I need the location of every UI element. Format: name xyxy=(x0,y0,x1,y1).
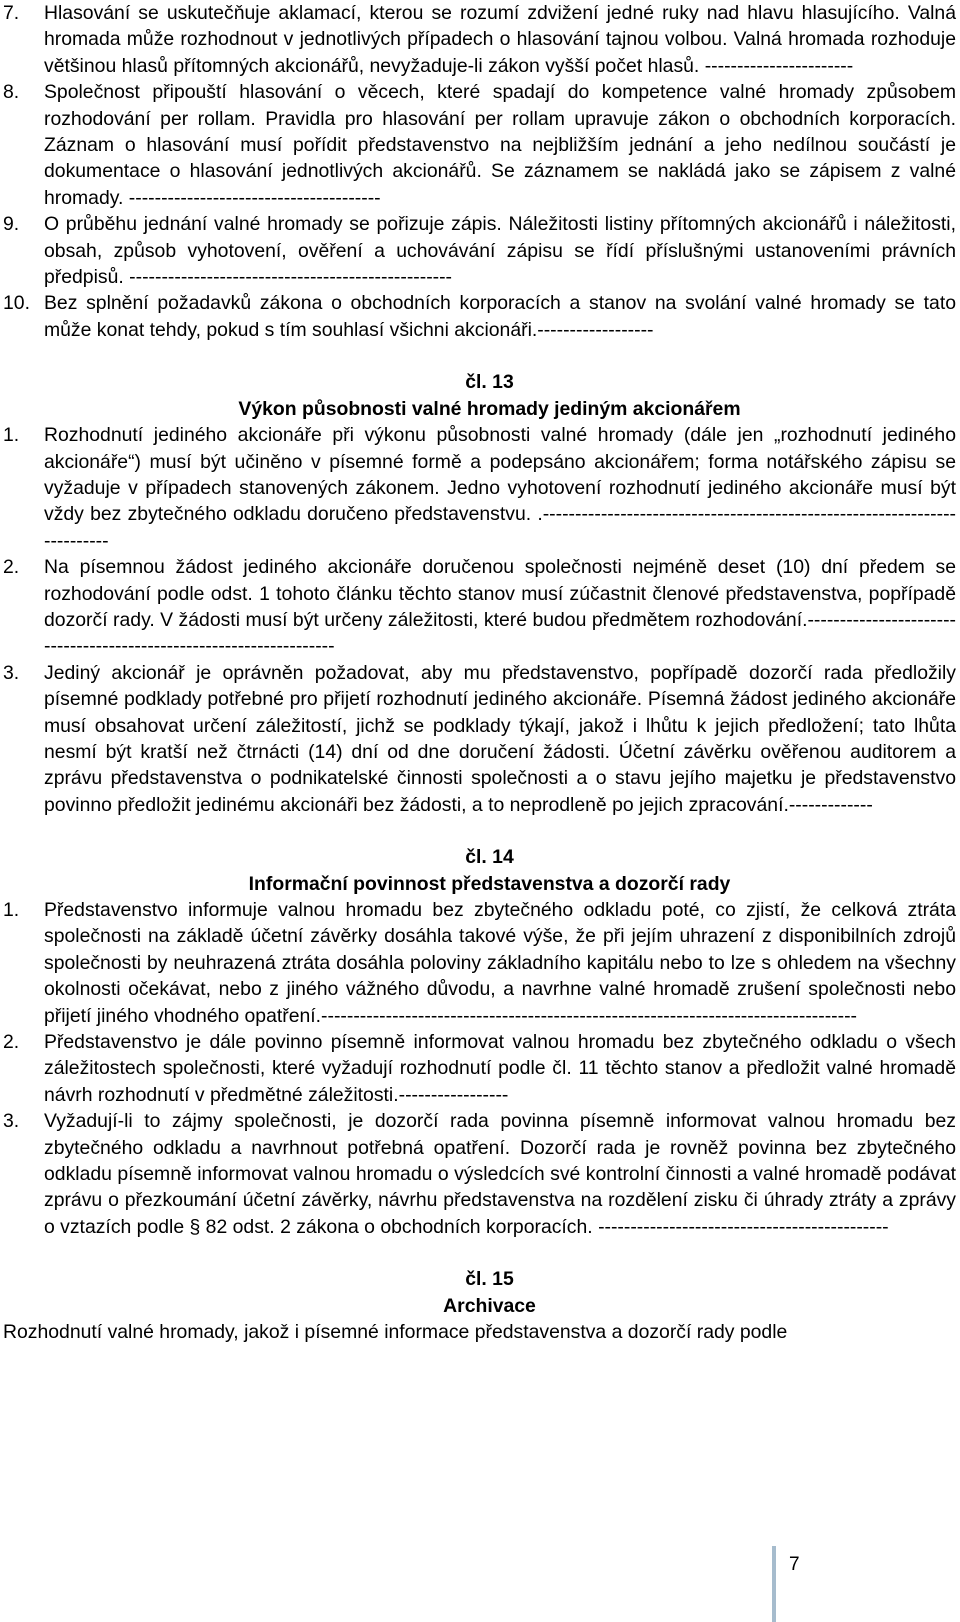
numbered-paragraph xyxy=(3,897,956,1029)
numbered-paragraph xyxy=(3,554,956,660)
paragraph-text: O průběhu jednání valné hromady se pořizuje zápis. Náležitosti listiny přítomných akcionářů i náležitosti, obsah, způsob vyhotovení, ověření a uchovávání zápisu se řídí příslušnými ustanoveními právních předpisů. -------------------------------------------------- xyxy=(44,213,956,289)
numbered-paragraph xyxy=(3,79,956,211)
paragraph-text: Vyžadují-li to zájmy společnosti, je dozorčí rada povinna písemně informovat valnou hromadu bez zbytečného odkladu a navrhnout potřebná opatření. Dozorčí rada je rovněž povinna bez zbytečného odkladu písemně informovat valnou hromadu o výsledcích své kontrolní činnosti a valné hromadě podávat zprávu o přezkoumání účetní závěrky, návrhu představenstva na rozdělení zisku či úhrady ztráty a zprávy o vztazích podle § 82 odst. 2 zákona o obchodních korporacích. --------------------------------------------- xyxy=(44,1110,956,1238)
paragraph-text: Představenstvo informuje valnou hromadu bez zbytečného odkladu poté, co zjistí, že celková ztráta společnosti na základě účetní závěrky dosáhla takové výše, že při jejím uhrazení z disponibilních zdrojů společnosti by neuhrazená ztráta dosáhla poloviny základního kapitálu nebo to lze s ohledem na všechny okolnosti očekávat, nebo z jiného vážného důvodu, a navrhne valné hromadě zrušení společnosti nebo přijetí jiného vhodného opatření.----------------------------------------------------------------------------------- xyxy=(44,899,956,1027)
paragraph-text: Představenstvo je dále povinno písemně informovat valnou hromadu bez zbytečného odkladu o všech záležitostech společnosti, které vyžadují rozhodnutí podle čl. 11 těchto stanov a předložit valné hromadě návrh rozhodnutí v předmětné záležitosti.----------------- xyxy=(44,1031,956,1106)
paragraph-text: Hlasování se uskutečňuje aklamací, kterou se rozumí zdvižení jedné ruky nad hlavu hlasujícího. Valná hromada může rozhodnout v jednotlivých případech o hlasování tajnou volbou. Valná hromada rozhoduje většinou hlasů přítomných akcionářů, nevyžaduje-li zákon vyšší počet hlasů. ----------------------- xyxy=(44,2,956,77)
section-heading: čl. 14 xyxy=(465,846,514,869)
paragraph-number: 3. xyxy=(3,1110,20,1133)
paragraph-number: 10. xyxy=(3,292,30,315)
numbered-paragraph xyxy=(3,1029,956,1108)
paragraph-number: 9. xyxy=(3,213,20,236)
page-number-box xyxy=(772,1546,836,1622)
section-heading: Archivace xyxy=(443,1294,536,1317)
numbered-paragraph xyxy=(3,0,956,79)
paragraph-number: 2. xyxy=(3,556,20,579)
numbered-paragraph xyxy=(3,290,956,343)
page-number: 7 xyxy=(789,1554,800,1575)
paragraph-number: 1. xyxy=(3,899,20,921)
section-heading: čl. 13 xyxy=(465,371,514,394)
numbered-paragraph xyxy=(3,422,956,554)
spacer xyxy=(3,343,956,369)
numbered-paragraph xyxy=(3,211,956,290)
document-body xyxy=(3,0,956,1346)
section-heading: Informační povinnost představenstva a dozorčí rady xyxy=(248,872,731,895)
body-paragraph: Rozhodnutí valné hromady, jakož i písemné informace představenstva a dozorčí rady podle xyxy=(3,1321,788,1344)
paragraph-number: 1. xyxy=(3,424,20,447)
section-heading: čl. 15 xyxy=(465,1268,514,1291)
paragraph-text: Společnost připouští hlasování o věcech, které spadají do kompetence valné hromady způsobem rozhodování per rollam. Pravidla pro hlasování per rollam upravuje zákon o obchodních korporacích. Záznam o hlasování musí pořídit představenstvo na nejbližším jednání a jeho nedílnou součástí je dokumentace o hlasování jednotlivých akcionářů. Se záznamem se nakládá jako se zápisem z valné hromady. --------------------------------------- xyxy=(44,81,956,209)
paragraph-number: 8. xyxy=(3,81,20,104)
paragraph-text: Jediný akcionář je oprávněn požadovat, aby mu představenstvo, popřípadě dozorčí rada předložily písemné podklady potřebné pro přijetí rozhodnutí jediného akcionáře. Písemná žádost jediného akcionáře musí obsahovat určení záležitostí, jichž se podklady týkají, jakož i lhůtu k jejich předložení; tato lhůta nesmí být kratší než čtrnácti (14) dní od dne doručení žádosti. Účetní závěrku ověřenou auditorem a zprávu představenstva o podnikatelské činnosti společnosti a o stavu jejího majetku je představenstvo povinno předložit jedinému akcionáři bez žádosti, a to neprodleně po jejich zpracování.------------- xyxy=(44,661,956,816)
spacer xyxy=(3,818,956,844)
paragraph-text: Bez splnění požadavků zákona o obchodních korporacích a stanov na svolání valné hromady se tato může konat tehdy, pokud s tím souhlasí všichni akcionáři.------------------ xyxy=(44,292,956,341)
section-heading: Výkon působnosti valné hromady jediným akcionářem xyxy=(238,397,741,420)
numbered-paragraph xyxy=(3,660,956,818)
spacer xyxy=(3,1240,956,1266)
numbered-paragraph xyxy=(3,1108,956,1240)
paragraph-number: 3. xyxy=(3,661,20,684)
paragraph-number: 7. xyxy=(3,2,20,24)
paragraph-text: Na písemnou žádost jediného akcionáře doručenou společnosti nejméně deset (10) dní předem se rozhodování podle odst. 1 tohoto článku těchto stanov musí zúčastnit členové představenstva, popřípadě dozorčí rady. V žádosti musí být určeny záležitosti, které budou předmětem rozhodování.-------------------------------------------------------------------- xyxy=(44,556,956,658)
paragraph-text: Rozhodnutí jediného akcionáře při výkonu působnosti valné hromady (dále jen „rozhodnutí jediného akcionáře“) musí být učiněno v písemné formě a podepsáno akcionářem; forma notářského zápisu se vyžaduje v případech stanovených zákonem. Jedno vyhotovení rozhodnutí jediného akcionáře musí být vždy bez zbytečného odkladu doručeno představenstvu. .-------------------------------------------------------------------------- xyxy=(44,424,956,552)
paragraph-number: 2. xyxy=(3,1031,20,1054)
